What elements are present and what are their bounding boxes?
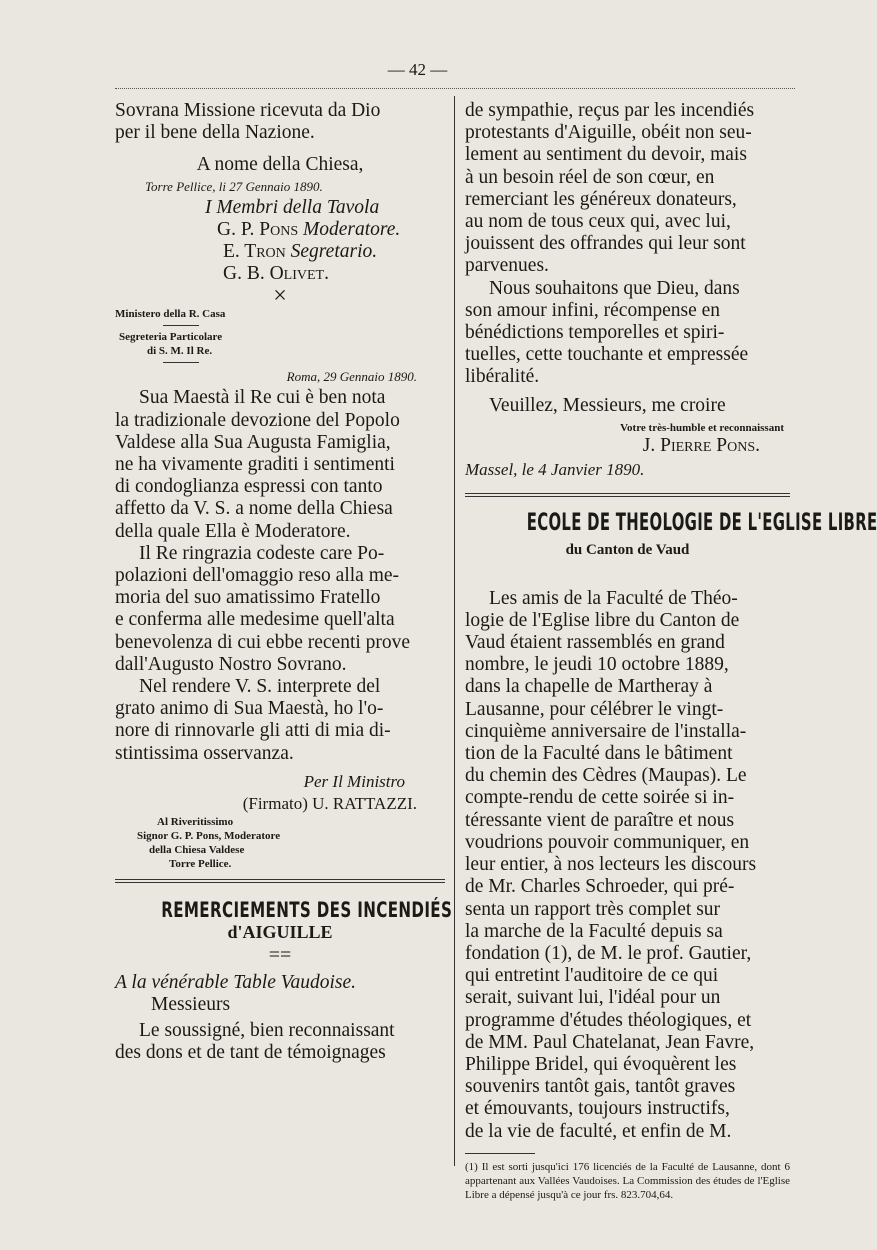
text-line: souvenirs tantôt gais, tantôt graves [465,1076,736,1098]
text-line: Nous souhaitons que Dieu, dans [489,277,740,299]
signatory-role: Moderatore. [303,218,401,240]
text-line: tuelles, cette touchante et empressée [465,344,749,366]
closing-line: Veuillez, Messieurs, me croire [489,394,726,416]
text-line: de MM. Paul Chatelanat, Jean Favre, [465,1031,755,1053]
text-line: de sympathie, reçus par les incendiés [465,100,755,121]
text-line: leur entier, à nos lecteurs les discours [465,854,757,876]
text-line: protestants d'Aiguille, obéit non seu- [465,122,752,144]
text-line: nore di rinnovarle gli atti di mia di- [115,720,391,742]
text-line: nombre, le jeudi 10 octobre 1889, [465,654,729,676]
text-line: des dons et de tant de témoignages [115,1042,386,1064]
text-line: au nom de tous ceux qui, avec lui, [465,211,731,233]
addressee-line: Torre Pellice. [169,858,232,871]
text-line: programme d'études théologiques, et [465,1009,752,1031]
text-line: e conferma alle medesime quell'alta [115,609,395,631]
humble-line: Votre très-humble et reconnaissant [620,421,784,434]
signed-line: (Firmato) U. RATTAZZI. [242,794,417,814]
place-date: Torre Pellice, li 27 Gennaio 1890. [145,178,323,194]
secretariat-line: Segreteria Particolare [119,331,223,344]
text-line: della quale Ella è Moderatore. [115,520,351,542]
text-line: serait, suivant lui, l'idéal pour un [465,987,721,1009]
section-heading: ECOLE DE THEOLOGIE DE L'EGLISE LIBRE [526,508,877,537]
text-line: logie de l'Eglise libre du Canton de [465,609,740,631]
text-line: affetto da V. S. a nome della Chiesa [115,498,393,520]
section-subheading: du Canton de Vaud [565,542,690,559]
signatory-3: G. B. Olivet. [223,263,329,285]
signatory-2 [115,241,445,263]
text-line: Lausanne, pour célébrer le vingt- [465,698,724,720]
text-line: senta un rapport très complet sur [465,898,721,920]
section-rule [465,493,790,497]
short-rule [163,362,199,363]
text-line: lement au sentiment du devoir, mais [465,144,747,166]
text-line: Sovrana Missione ricevuta da Dio [115,100,381,121]
text-line: jouissent des offrandes qui leur sont [465,233,746,255]
text-line: grato animo di Sua Maestà, ho l'o- [115,698,384,720]
section-heading: REMERCIEMENTS DES INCENDIÉS [161,898,453,923]
signer: J. Pierre Pons. [642,434,760,456]
per-minister: Per Il Ministro [303,771,405,791]
text-line: stintissima osservanza. [115,742,294,764]
text-line: Sua Maestà il Re cui è ben nota [139,387,386,409]
text-line: benevolenza di cui ebbe recenti prove [115,631,411,653]
text-line: Les amis de la Faculté de Théo- [489,587,738,609]
left-column [115,100,453,1065]
text-line: tion de la Faculté dans le bâtiment [465,743,733,765]
text-line: de la vie de faculté, et enfin de M. [465,1120,732,1142]
text-line: son amour infini, récompense en [465,299,721,321]
text-line: cinquième anniversaire de l'installa- [465,720,747,742]
ministry-label: Ministero della R. Casa [115,308,226,321]
text-line: bénédictions temporelles et spiri- [465,322,725,344]
text-line: de Mr. Charles Schroeder, qui pré- [465,876,735,898]
addressee-line: Signor G. P. Pons, Moderatore [137,830,281,843]
text-line: dans la chapelle de Martheray à [465,676,713,698]
text-line: du chemin des Cèdres (Maupas). Le [465,765,747,787]
signatory-1 [115,219,445,241]
text-line: qui entretint l'auditoire de ce qui [465,965,719,987]
text-line: voudrions pouvoir communiquer, en [465,831,750,853]
text-line: Valdese alla Sua Augusta Famiglia, [115,431,391,453]
footnote: (1) Il est sorti jusqu'ici 176 licenciés de la Faculté de Lausanne, dont 6 appartenant aux Vallées Vaudoises. La Commission des études de l'Eglise Libre a dépensé jusqu'à ce jour frs. 823.704,64. [465,1160,790,1201]
addressee-line: Al Riveritissimo [157,816,234,829]
text-line: téressante vient de paraître et nous [465,809,735,831]
heading-ornament: == [268,943,292,966]
footnote-rule [465,1153,535,1154]
column-divider [454,96,455,1166]
text-line: Nel rendere V. S. interprete del [139,676,381,698]
text-line: et émouvants, toujours instructifs, [465,1098,730,1120]
section-subheading: d'AIGUILLE [227,922,333,943]
separator-mark: × [273,283,287,310]
text-line: Le soussigné, bien reconnaissant [139,1020,395,1042]
secretariat-line: di S. M. Il Re. [147,345,213,358]
rome-date: Roma, 29 Gennaio 1890. [286,369,417,385]
signatory-name: E. Tron [223,241,286,263]
text-line: la marche de la Faculté depuis sa [465,920,723,942]
signatory-role: Segretario. [290,241,378,263]
short-rule [163,325,199,326]
text-line: à un besoin réel de son cœur, en [465,166,715,188]
text-line: di condoglianza espressi con tanto [115,476,383,498]
text-line: Philippe Bridel, qui évoquèrent les [465,1053,737,1075]
text-line: fondation (1), de M. le prof. Gautier, [465,942,752,964]
section-rule [115,879,445,883]
right-column [465,100,877,1202]
place-date: Massel, le 4 Janvier 1890. [465,460,645,480]
top-rule [115,88,795,89]
text-line: la tradizionale devozione del Popolo [115,409,400,431]
text-line: moria del suo amatissimo Fratello [115,587,381,609]
signatory-name: G. P. Pons [217,218,299,240]
text-line: ne ha vivamente graditi i sentimenti [115,454,395,476]
on-behalf-line: A nome della Chiesa, [196,154,364,176]
text-line: polazioni dell'omaggio reso alla me- [115,565,400,587]
salutation-to: A la vénérable Table Vaudoise. [115,971,357,993]
text-line: Vaud étaient rassemblés en grand [465,632,725,654]
addressee-line: della Chiesa Valdese [149,844,245,857]
text-line: libéralité. [465,366,540,388]
text-line: Il Re ringrazia codeste care Po- [139,542,385,564]
text-line: remerciant les généreux donateurs, [465,188,737,210]
salutation: Messieurs [151,993,231,1015]
signatories-title: I Membri della Tavola [205,196,380,218]
text-line: per il bene della Nazione. [115,122,315,144]
text-line: dall'Augusto Nostro Sovrano. [115,653,347,675]
text-line: parvenues. [465,255,549,277]
page-number: — 42 — [387,60,448,79]
text-line: compte-rendu de cette soirée si in- [465,787,735,809]
